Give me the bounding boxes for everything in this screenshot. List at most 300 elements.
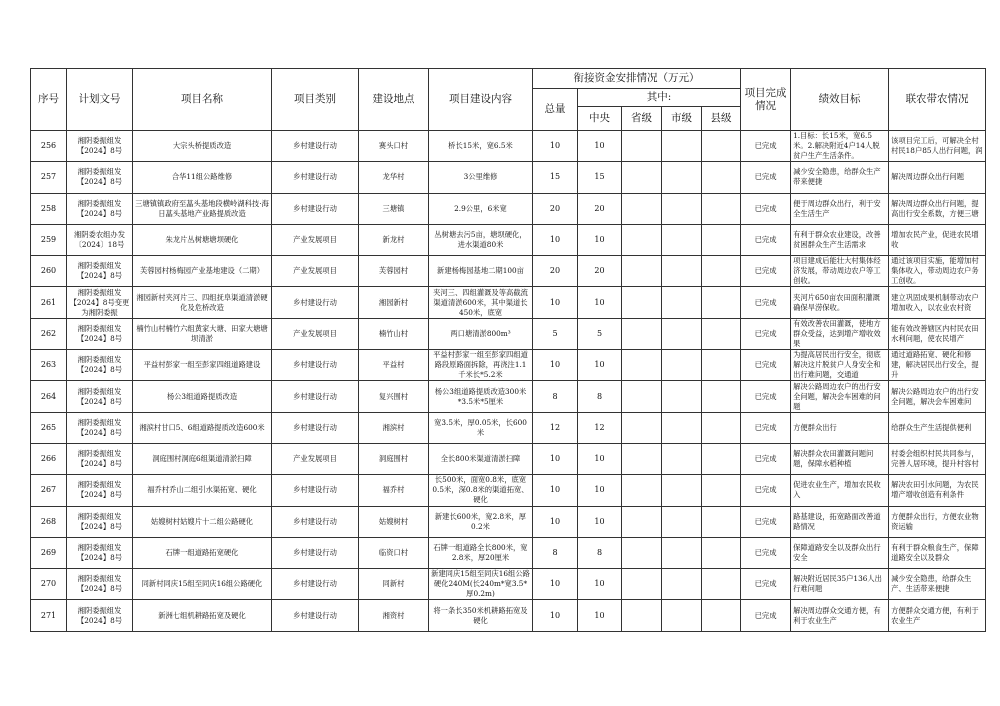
cell-seq (31, 350, 67, 381)
cell-city (662, 412, 702, 443)
cell-name (133, 162, 272, 193)
cell-name (133, 193, 272, 224)
cell-completion-text: 已完成 (754, 391, 777, 401)
cell-name (133, 224, 272, 255)
cell-province (622, 287, 662, 318)
header-seq: 序号 (31, 69, 67, 131)
cell-content (429, 350, 533, 381)
cell-total (533, 224, 578, 255)
cell-central-text: 10 (594, 610, 605, 620)
cell-linkage (889, 537, 986, 568)
cell-seq-text: 263 (40, 360, 57, 370)
cell-type-text: 乡村建设行动 (293, 516, 337, 526)
cell-total-text: 10 (549, 454, 561, 464)
cell-central (578, 381, 622, 412)
cell-seq (31, 287, 67, 318)
cell-county (702, 600, 741, 631)
cell-province (622, 193, 662, 224)
header-linkage: 联农带农情况 (889, 69, 986, 131)
cell-location (359, 600, 429, 631)
cell-doc-text: 湘阴委振组发【2024】8号 (76, 355, 123, 375)
cell-name-text: 三塘镇镇政府至蕌头基地段横岭湖科技·海日蕌头基地产业路提质改造 (135, 198, 269, 218)
cell-doc (67, 412, 133, 443)
cell-total-text: 5 (552, 328, 558, 338)
cell-linkage-text: 解决公路周边农户的出行安全问题，解决会车困难问 (891, 386, 979, 406)
table-row (31, 569, 986, 600)
cell-county (702, 287, 741, 318)
cell-doc (67, 224, 133, 255)
cell-city (662, 443, 702, 474)
cell-completion (741, 318, 791, 349)
cell-completion-text: 已完成 (754, 548, 777, 557)
cell-total-text: 10 (549, 360, 561, 370)
cell-seq-text: 258 (40, 203, 57, 213)
cell-province (622, 569, 662, 600)
table-row (31, 412, 986, 443)
cell-location (359, 443, 429, 474)
cell-name (133, 350, 272, 381)
header-content: 项目建设内容 (429, 69, 533, 131)
cell-total-text: 10 (549, 610, 561, 620)
cell-total (533, 287, 578, 318)
cell-total-text: 8 (552, 548, 558, 557)
cell-type-text: 乡村建设行动 (293, 391, 337, 401)
cell-name-text: 楠竹山村楠竹六组黄家大塘、田家大塘塘坝清淤 (136, 323, 268, 343)
cell-central (578, 537, 622, 568)
cell-doc-text: 湘阴委振组发【2024】8号 (76, 136, 123, 156)
cell-linkage (889, 506, 986, 537)
header-of-which: 其中: (578, 89, 741, 107)
cell-doc-text: 湘阴委振组发【2024】8号 (76, 261, 123, 281)
cell-total (533, 443, 578, 474)
cell-content-text: 将一条长350米机耕路拓宽及硬化 (433, 605, 528, 625)
cell-linkage-text: 通过该项目实施，能增加村集体收入，带动周边农户务工创收。 (891, 256, 979, 286)
cell-seq (31, 412, 67, 443)
cell-total (533, 537, 578, 568)
cell-content-text: 丛树塘去污5亩，塘坝硬化，进水渠道80米 (434, 230, 527, 250)
cell-location (359, 569, 429, 600)
cell-linkage-text: 能有效改善辖区内村民农田水利问题，使农民增产 (891, 323, 979, 343)
cell-location-text: 平益村 (382, 360, 405, 370)
cell-type (272, 506, 359, 537)
cell-name-text: 合华11组公路维修 (171, 172, 233, 182)
cell-doc-text: 湘阴委振组发【2024】8号 (76, 543, 123, 562)
cell-completion-text: 已完成 (754, 235, 777, 245)
cell-seq-text: 259 (40, 235, 57, 245)
cell-content (429, 318, 533, 349)
cell-central (578, 506, 622, 537)
cell-location-text: 楠竹山村 (378, 328, 409, 338)
cell-content (429, 569, 533, 600)
cell-central (578, 318, 622, 349)
cell-county (702, 412, 741, 443)
cell-target (791, 506, 889, 537)
cell-central (578, 287, 622, 318)
cell-city (662, 506, 702, 537)
header-funds: 衔接资金安排情况（万元） (533, 69, 741, 89)
cell-location-text: 湘资村 (382, 610, 405, 620)
cell-central-text: 10 (594, 579, 605, 589)
cell-completion-text: 已完成 (754, 516, 777, 526)
cell-doc-text: 湘阴委振组发【2024】8号 (76, 323, 123, 343)
cell-name (133, 537, 272, 568)
cell-target-text: 方便群众出行 (793, 422, 837, 432)
cell-completion-text: 已完成 (754, 172, 777, 182)
cell-completion-text: 已完成 (754, 422, 777, 432)
cell-content (429, 506, 533, 537)
cell-total-text: 20 (549, 203, 561, 213)
cell-completion-text: 已完成 (754, 266, 777, 276)
cell-content-text: 桥长15米，宽6.5米 (448, 141, 513, 151)
cell-linkage-text: 村委会组织村民共同参与，完善人居环境，提升村容村 (891, 449, 979, 469)
cell-target-text: 便于周边群众出行，利于安全生活生产 (793, 198, 881, 218)
cell-target-text: 夹河片650亩农田面积灌溉确保旱涝保收。 (793, 292, 880, 312)
cell-linkage (889, 350, 986, 381)
cell-location-text: 三塘镇 (382, 203, 405, 213)
cell-target-text: 促进农业生产，增加农民收入 (793, 480, 881, 500)
cell-type-text: 乡村建设行动 (293, 579, 337, 589)
cell-target (791, 193, 889, 224)
cell-total (533, 162, 578, 193)
cell-linkage-text: 方便群众交通方便，有利于农业生产 (891, 605, 979, 625)
cell-content (429, 412, 533, 443)
cell-content-text: 3公里维修 (463, 172, 498, 182)
table-row (31, 600, 986, 631)
cell-completion-text: 已完成 (754, 360, 777, 370)
cell-central (578, 193, 622, 224)
cell-central (578, 600, 622, 631)
cell-location (359, 224, 429, 255)
cell-content-text: 新建杨梅园基地二期100亩 (437, 266, 524, 276)
cell-central-text: 20 (594, 266, 605, 276)
cell-location (359, 506, 429, 537)
cell-linkage-text: 解决周边群众出行问题，提高出行安全系数，方便三塘 (891, 198, 979, 218)
cell-county (702, 475, 741, 506)
cell-total (533, 475, 578, 506)
cell-county (702, 131, 741, 162)
cell-doc (67, 600, 133, 631)
cell-name-text: 湘园新村夹河片三、四组抚阜渠道清淤硬化及危桥改造 (136, 292, 268, 312)
cell-completion-text: 已完成 (754, 579, 777, 589)
cell-central (578, 569, 622, 600)
cell-seq (31, 318, 67, 349)
header-county: 县级 (702, 107, 741, 131)
cell-type-text: 乡村建设行动 (293, 172, 337, 182)
cell-name-text: 芙蓉园村杨梅园产业基地建设（二期） (139, 266, 265, 276)
cell-location-text: 芙蓉园村 (378, 266, 409, 276)
cell-name (133, 475, 272, 506)
cell-doc (67, 537, 133, 568)
cell-central (578, 131, 622, 162)
cell-type-text: 乡村建设行动 (293, 422, 337, 432)
cell-county (702, 537, 741, 568)
cell-total-text: 8 (552, 391, 558, 401)
cell-type-text: 乡村建设行动 (293, 141, 337, 151)
cell-type (272, 224, 359, 255)
cell-type (272, 287, 359, 318)
cell-target-text: 1.目标：长15米，宽6.5米。2.解决附近4户14人脱贫户生产生活条件。 (793, 131, 880, 161)
cell-linkage-text: 解决周边群众出行问题 (891, 172, 965, 182)
cell-completion-text: 已完成 (754, 203, 777, 213)
cell-target (791, 381, 889, 412)
cell-county (702, 318, 741, 349)
table-row (31, 256, 986, 287)
cell-location (359, 131, 429, 162)
cell-completion (741, 412, 791, 443)
cell-linkage (889, 381, 986, 412)
cell-province (622, 381, 662, 412)
table-row (31, 350, 986, 381)
cell-name-text: 平益村彭家一组至彭家四组道路建设 (143, 360, 261, 370)
cell-province (622, 318, 662, 349)
cell-completion (741, 287, 791, 318)
cell-county (702, 443, 741, 474)
cell-province (622, 162, 662, 193)
cell-seq-text: 268 (40, 516, 57, 526)
header-province: 省级 (622, 107, 662, 131)
header-type: 项目类别 (272, 69, 359, 131)
cell-completion (741, 131, 791, 162)
header-city: 市级 (662, 107, 702, 131)
cell-target-text: 保障道路安全以及群众出行安全 (793, 543, 881, 562)
cell-location-text: 赛头口村 (378, 141, 409, 151)
cell-target-text: 有利于群众农业建设，改善贫困群众生产生活需求 (793, 230, 881, 250)
cell-seq-text: 267 (40, 485, 57, 495)
cell-province (622, 475, 662, 506)
cell-linkage-text: 给群众生产生活提供便利 (891, 422, 972, 432)
cell-central-text: 10 (594, 235, 605, 245)
header-central: 中央 (578, 107, 622, 131)
cell-content (429, 193, 533, 224)
cell-completion (741, 224, 791, 255)
cell-type-text: 乡村建设行动 (293, 485, 337, 495)
cell-total (533, 256, 578, 287)
header-name: 项目名称 (133, 69, 272, 131)
cell-content (429, 475, 533, 506)
cell-central-text: 10 (594, 516, 605, 526)
table-row (31, 443, 986, 474)
cell-city (662, 256, 702, 287)
cell-linkage (889, 131, 986, 162)
cell-seq-text: 257 (40, 172, 57, 182)
cell-name (133, 381, 272, 412)
cell-type-text: 产业发展项目 (293, 328, 337, 338)
cell-location-text: 新龙村 (382, 235, 405, 245)
header-total: 总量 (533, 89, 578, 131)
cell-target (791, 131, 889, 162)
cell-target (791, 412, 889, 443)
cell-location (359, 162, 429, 193)
cell-linkage (889, 600, 986, 631)
cell-type-text: 乡村建设行动 (293, 297, 337, 307)
cell-completion (741, 475, 791, 506)
cell-type (272, 443, 359, 474)
cell-doc (67, 569, 133, 600)
cell-target (791, 475, 889, 506)
cell-central-text: 10 (594, 485, 605, 495)
cell-name-text: 杨公3组道路提质改造 (166, 391, 238, 401)
cell-total-text: 10 (549, 297, 561, 307)
cell-location (359, 193, 429, 224)
cell-type (272, 131, 359, 162)
cell-central (578, 224, 622, 255)
cell-total (533, 600, 578, 631)
cell-doc (67, 506, 133, 537)
cell-target (791, 287, 889, 318)
cell-city (662, 381, 702, 412)
cell-doc-text: 湘阴委振组发【2024】8号 (76, 167, 123, 187)
cell-target-text: 解决群众农田灌溉问题问题，保障水稻种植 (793, 449, 874, 469)
cell-total-text: 10 (549, 141, 561, 151)
cell-completion (741, 506, 791, 537)
cell-central (578, 412, 622, 443)
cell-total-text: 10 (549, 485, 561, 495)
project-table (30, 68, 986, 632)
cell-name-text: 福乔村乔山二组引水渠拓宽、硬化 (147, 485, 257, 495)
cell-seq-text: 262 (40, 328, 57, 338)
cell-total (533, 131, 578, 162)
cell-completion-text: 已完成 (754, 328, 777, 338)
cell-linkage (889, 193, 986, 224)
cell-total-text: 20 (549, 266, 561, 276)
cell-type (272, 193, 359, 224)
cell-city (662, 224, 702, 255)
cell-name (133, 318, 272, 349)
cell-target-text: 有效改善农田灌溉，使地方群众受益，达到增产增收效果 (793, 318, 881, 348)
cell-name (133, 506, 272, 537)
cell-central-text: 10 (594, 360, 605, 370)
cell-target-text: 减少安全隐患，给群众生产带来便捷 (793, 167, 881, 187)
cell-central-text: 20 (594, 203, 605, 213)
cell-linkage-text: 该项目完工后，可解决全村村民18户85人出行问题，润 (891, 136, 983, 156)
cell-province (622, 350, 662, 381)
cell-doc-text: 湘阴委振组发【2024】8号 (76, 417, 123, 437)
cell-doc (67, 381, 133, 412)
cell-linkage-text: 增加农民产业，促进农民增收 (891, 230, 979, 250)
cell-doc-text: 湘阴委振组发【2024】8号 (76, 480, 123, 500)
cell-province (622, 224, 662, 255)
cell-city (662, 475, 702, 506)
cell-type (272, 256, 359, 287)
cell-target-text: 解决附近居民35户136人出行难问题 (793, 574, 882, 594)
cell-name (133, 412, 272, 443)
header-target: 绩效目标 (791, 69, 889, 131)
cell-location-text: 福乔村 (382, 485, 405, 495)
cell-type (272, 318, 359, 349)
cell-name-text: 石牌一组道路拓宽硬化 (165, 548, 239, 557)
cell-location (359, 412, 429, 443)
cell-city (662, 162, 702, 193)
cell-completion (741, 350, 791, 381)
cell-province (622, 537, 662, 568)
cell-total (533, 193, 578, 224)
cell-city (662, 537, 702, 568)
cell-location (359, 318, 429, 349)
cell-type-text: 乡村建设行动 (293, 610, 337, 620)
header-completion: 项目完成情况 (741, 69, 791, 131)
cell-central (578, 162, 622, 193)
cell-content (429, 537, 533, 568)
cell-type (272, 381, 359, 412)
cell-central-text: 5 (596, 328, 603, 338)
cell-seq (31, 193, 67, 224)
cell-province (622, 256, 662, 287)
cell-linkage (889, 224, 986, 255)
cell-location-text: 复兴围村 (378, 391, 409, 401)
cell-location-text: 姑嫂树村 (378, 516, 409, 526)
table-row (31, 381, 986, 412)
cell-name (133, 569, 272, 600)
cell-name-text: 新洲七组机耕路拓宽及硬化 (158, 610, 246, 620)
cell-central-text: 8 (596, 548, 603, 557)
cell-content-text: 2.9公里，6米宽 (454, 203, 507, 213)
cell-linkage (889, 287, 986, 318)
cell-name-text: 湘滨村甘口5、6组道路提质改造600米 (139, 422, 265, 432)
cell-county (702, 569, 741, 600)
cell-target (791, 350, 889, 381)
cell-seq (31, 162, 67, 193)
cell-linkage-text: 有利于群众粮食生产，保障道路安全以及群众 (891, 543, 979, 562)
cell-linkage (889, 569, 986, 600)
table-row (31, 506, 986, 537)
cell-type (272, 412, 359, 443)
header-doc: 计划文号 (67, 69, 133, 131)
cell-doc (67, 193, 133, 224)
cell-content (429, 381, 533, 412)
cell-seq (31, 537, 67, 568)
cell-seq-text: 261 (40, 297, 57, 307)
cell-location-text: 龙华村 (382, 172, 405, 182)
cell-linkage-text: 解决农田引水问题，为农民增产增收创造有利条件 (891, 480, 979, 500)
cell-central-text: 8 (596, 391, 603, 401)
cell-name (133, 443, 272, 474)
table-row (31, 131, 986, 162)
cell-county (702, 350, 741, 381)
cell-type (272, 475, 359, 506)
cell-province (622, 600, 662, 631)
cell-completion-text: 已完成 (754, 297, 777, 307)
cell-content-text: 夹河三、四组灌溉及等高截流渠道清淤600米，其中渠道长450米，底宽 (433, 287, 528, 317)
cell-location-text: 洞庭围村 (378, 454, 409, 464)
cell-city (662, 193, 702, 224)
cell-content (429, 224, 533, 255)
cell-name (133, 287, 272, 318)
cell-doc (67, 318, 133, 349)
cell-county (702, 256, 741, 287)
cell-content (429, 256, 533, 287)
header-location: 建设地点 (359, 69, 429, 131)
cell-central (578, 350, 622, 381)
cell-content-text: 宽3.5米，厚0.05米，长600米 (434, 417, 527, 437)
cell-total (533, 350, 578, 381)
cell-name (133, 256, 272, 287)
cell-seq-text: 260 (40, 266, 57, 276)
cell-county (702, 224, 741, 255)
cell-doc-text: 湘阴委振组发【2024】8号 (76, 511, 123, 531)
table-row (31, 224, 986, 255)
cell-name (133, 131, 272, 162)
cell-province (622, 506, 662, 537)
cell-seq (31, 506, 67, 537)
cell-type-text: 乡村建设行动 (293, 360, 337, 370)
cell-location (359, 287, 429, 318)
cell-target (791, 537, 889, 568)
cell-completion (741, 381, 791, 412)
cell-province (622, 412, 662, 443)
cell-target-text: 路基建设，拓宽路面改善道路情况 (793, 511, 881, 531)
cell-seq-text: 264 (40, 391, 57, 401)
cell-seq-text: 271 (40, 610, 57, 620)
